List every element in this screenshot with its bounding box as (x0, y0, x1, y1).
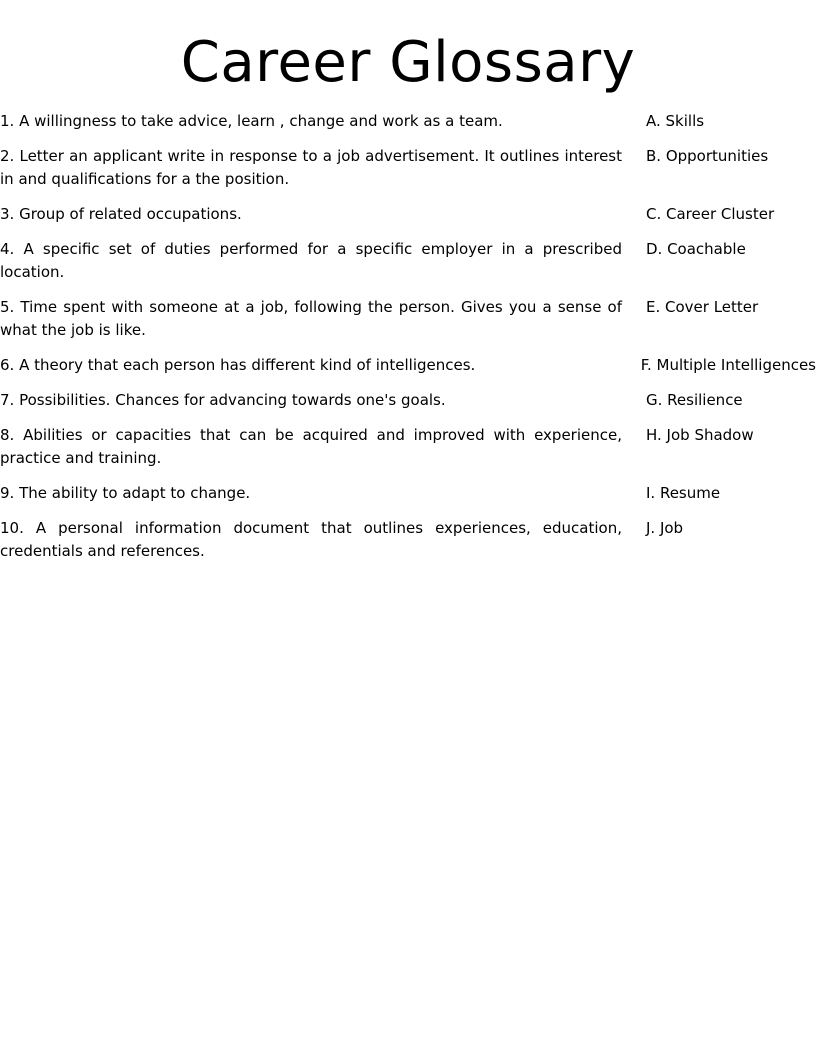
answer-text: D. Coachable (646, 240, 746, 258)
glossary-row (0, 145, 816, 191)
clue-text: 8. Abilities or capacities that can be acquired and improved with experience, practice and training. (0, 426, 622, 467)
clue-text: 9. The ability to adapt to change. (0, 484, 251, 502)
glossary-row (0, 517, 816, 563)
glossary-row (0, 238, 816, 284)
clue-text: 1. A willingness to take advice, learn , change and work as a team. (0, 112, 503, 130)
answer-text: B. Opportunities (646, 147, 769, 165)
glossary-row (0, 110, 816, 133)
clue-text: 7. Possibilities. Chances for advancing towards one's goals. (0, 391, 446, 409)
glossary-list (0, 110, 816, 575)
clue-text: 10. A personal information document that outlines experiences, education, credentials and references. (0, 519, 622, 560)
clue-text: 2. Letter an applicant write in response to a job advertisement. It outlines interest in and qualifications for a the position. (0, 147, 622, 188)
clue-text: 6. A theory that each person has different kind of intelligences. (0, 356, 476, 374)
glossary-row (0, 482, 816, 505)
clue-text: 4. A specific set of duties performed for a specific employer in a prescribed location. (0, 240, 622, 281)
glossary-row (0, 296, 816, 342)
answer-text: J. Job (646, 519, 684, 537)
glossary-row (0, 389, 816, 412)
glossary-row (0, 424, 816, 470)
page-title: Career Glossary (180, 30, 636, 95)
answer-text: C. Career Cluster (646, 205, 775, 223)
clue-text: 3. Group of related occupations. (0, 205, 242, 223)
answer-text: I. Resume (646, 484, 721, 502)
answer-text: A. Skills (646, 112, 705, 130)
glossary-row (0, 354, 816, 377)
answer-text: F. Multiple Intelligences (640, 356, 816, 374)
clue-text: 5. Time spent with someone at a job, following the person. Gives you a sense of what the job is like. (0, 298, 622, 339)
answer-text: G. Resilience (646, 391, 743, 409)
answer-text: E. Cover Letter (646, 298, 759, 316)
glossary-row (0, 203, 816, 226)
answer-text: H. Job Shadow (646, 426, 754, 444)
